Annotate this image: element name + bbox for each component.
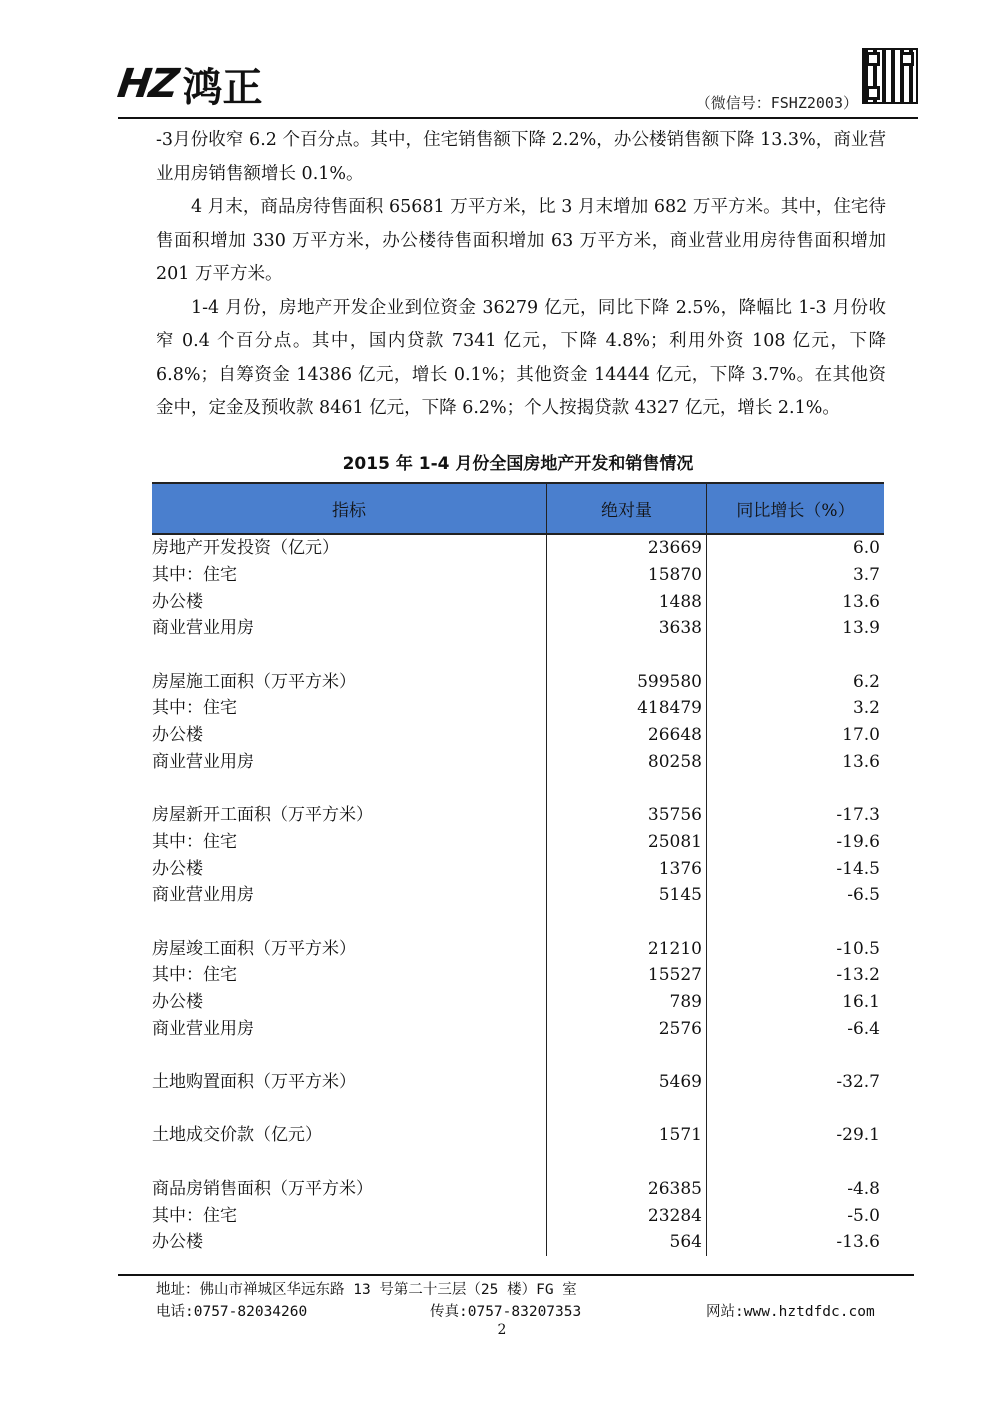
row-label [152, 1095, 547, 1122]
table-row [152, 534, 884, 562]
row-value [547, 1042, 707, 1069]
column-header-growth: 同比增长（%） [707, 483, 885, 534]
table-row [152, 1149, 884, 1176]
row-growth: 6.0 [852, 538, 880, 559]
wechat-id: （微信号：FSHZ2003） [695, 94, 858, 112]
row-label: 商业营业用房 [152, 882, 547, 909]
row-growth: 3.2 [852, 698, 880, 719]
row-label: 商品房销售面积（万平方米） [152, 1176, 547, 1203]
row-growth: 13.9 [842, 618, 880, 639]
table-row [152, 909, 884, 936]
row-label [152, 909, 547, 936]
page-header [114, 48, 918, 112]
paragraph: -3月份收窄 6.2 个百分点。其中，住宅销售额下降 2.2%，办公楼销售额下降 13.3%，商业营业用房销售额增长 0.1%。 [156, 130, 886, 184]
footer-website: 网站:www.hztdfdc.com [706, 1304, 875, 1320]
row-label [152, 642, 547, 669]
row-value [547, 775, 707, 802]
row-label: 商业营业用房 [152, 1015, 547, 1042]
row-growth: 17.0 [842, 725, 880, 746]
row-value: 5469 [547, 1069, 707, 1096]
row-value [547, 909, 707, 936]
row-growth: -6.4 [847, 1018, 880, 1039]
table-row [152, 1202, 884, 1229]
row-growth [707, 1042, 885, 1069]
row-value: 599580 [547, 668, 707, 695]
row-label: 其中：住宅 [152, 562, 547, 589]
row-growth [707, 1095, 885, 1122]
row-label: 办公楼 [152, 1229, 547, 1256]
row-value: 1376 [547, 855, 707, 882]
row-value: 25081 [547, 829, 707, 856]
row-growth: -5.0 [847, 1205, 880, 1226]
row-label: 房屋施工面积（万平方米） [152, 668, 547, 695]
table-row [152, 855, 884, 882]
qr-code-icon [862, 48, 918, 104]
row-label [152, 1149, 547, 1176]
row-value: 3638 [547, 615, 707, 642]
row-growth: 3.7 [852, 565, 880, 586]
table-row [152, 935, 884, 962]
row-value: 21210 [547, 935, 707, 962]
row-label: 房屋新开工面积（万平方米） [152, 802, 547, 829]
footer-fax: 传真:0757-83207353 [430, 1304, 582, 1320]
row-value: 564 [547, 1229, 707, 1256]
row-growth: -10.5 [836, 938, 880, 959]
row-label [152, 775, 547, 802]
row-value [547, 642, 707, 669]
footer-divider [118, 1274, 914, 1276]
row-growth: -6.5 [847, 885, 880, 906]
row-label: 其中：住宅 [152, 695, 547, 722]
table-row [152, 562, 884, 589]
row-label: 土地成交价款（亿元） [152, 1122, 547, 1149]
table-row [152, 882, 884, 909]
table-row [152, 722, 884, 749]
statistics-table [152, 482, 884, 1256]
table-title: 2015 年 1-4 月份全国房地产开发和销售情况 [342, 454, 694, 474]
row-growth: -17.3 [836, 805, 880, 826]
column-header-indicator: 指标 [152, 483, 547, 534]
row-growth [707, 909, 885, 936]
row-growth: 13.6 [842, 751, 880, 772]
row-label: 房地产开发投资（亿元） [152, 534, 547, 562]
table-row [152, 1229, 884, 1256]
table-row [152, 695, 884, 722]
row-value: 15870 [547, 562, 707, 589]
row-value: 23669 [547, 534, 707, 562]
row-growth: -4.8 [847, 1178, 880, 1199]
row-label: 商业营业用房 [152, 749, 547, 776]
logo-latin: HZ [114, 61, 180, 107]
table-row [152, 642, 884, 669]
row-growth: 13.6 [842, 591, 880, 612]
row-value: 26385 [547, 1176, 707, 1203]
table-row [152, 989, 884, 1016]
row-growth: -13.2 [836, 965, 880, 986]
row-value: 418479 [547, 695, 707, 722]
table-row [152, 749, 884, 776]
body-text [156, 124, 886, 426]
row-growth: -19.6 [836, 831, 880, 852]
row-label: 办公楼 [152, 855, 547, 882]
row-growth [707, 775, 885, 802]
table-row [152, 668, 884, 695]
row-label: 其中：住宅 [152, 962, 547, 989]
row-value: 35756 [547, 802, 707, 829]
header-divider [118, 117, 918, 119]
row-growth: 6.2 [852, 671, 880, 692]
table-row [152, 802, 884, 829]
table-row [152, 962, 884, 989]
table-header-row [152, 483, 884, 534]
table-row [152, 1095, 884, 1122]
footer-phone: 电话:0757-82034260 [156, 1304, 308, 1320]
row-value: 26648 [547, 722, 707, 749]
table-row [152, 1122, 884, 1149]
row-label: 其中：住宅 [152, 1202, 547, 1229]
table-row [152, 588, 884, 615]
row-growth: -29.1 [836, 1125, 880, 1146]
row-growth: -32.7 [836, 1072, 880, 1093]
row-growth: 16.1 [842, 992, 880, 1013]
row-value: 1571 [547, 1122, 707, 1149]
row-value [547, 1149, 707, 1176]
row-growth: -13.6 [836, 1232, 880, 1253]
row-growth [707, 642, 885, 669]
row-label: 办公楼 [152, 722, 547, 749]
table-row [152, 615, 884, 642]
footer-address: 地址：佛山市禅城区华远东路 13 号第二十三层（25 楼）FG 室 [156, 1282, 577, 1298]
row-value [547, 1095, 707, 1122]
row-growth [707, 1149, 885, 1176]
table-row [152, 1015, 884, 1042]
row-value: 789 [547, 989, 707, 1016]
row-value: 80258 [547, 749, 707, 776]
paragraph: 1-4 月份，房地产开发企业到位资金 36279 亿元，同比下降 2.5%，降幅比 1-3 月份收窄 0.4 个百分点。其中，国内贷款 7341 亿元，下降 4.8%；利用外资 108 亿元，下降 6.8%；自筹资金 14386 亿元，增长 0.1%；其他资金 14444 亿元，下降 3.7%。在其他资金中，定金及预收款 8461 亿元，下降 6.2%；个人按揭贷款 4327 亿元，增长 2.1%。 [156, 297, 886, 418]
table-row [152, 1042, 884, 1069]
table-row [152, 1176, 884, 1203]
row-growth: -14.5 [836, 858, 880, 879]
row-label: 其中：住宅 [152, 829, 547, 856]
table-row [152, 829, 884, 856]
row-label: 房屋竣工面积（万平方米） [152, 935, 547, 962]
page-number: 2 [497, 1322, 507, 1338]
table-row [152, 1069, 884, 1096]
paragraph: 4 月末，商品房待售面积 65681 万平方米，比 3 月末增加 682 万平方米。其中，住宅待售面积增加 330 万平方米，办公楼待售面积增加 63 万平方米，商业营业用房待售面积增加 201 万平方米。 [156, 197, 886, 284]
row-label: 办公楼 [152, 588, 547, 615]
row-value: 5145 [547, 882, 707, 909]
row-label [152, 1042, 547, 1069]
row-value: 15527 [547, 962, 707, 989]
company-logo [114, 58, 263, 111]
row-value: 2576 [547, 1015, 707, 1042]
row-value: 1488 [547, 588, 707, 615]
row-label: 办公楼 [152, 989, 547, 1016]
row-label: 土地购置面积（万平方米） [152, 1069, 547, 1096]
row-label: 商业营业用房 [152, 615, 547, 642]
table-row [152, 775, 884, 802]
column-header-absolute: 绝对量 [547, 483, 707, 534]
logo-chinese: 鸿正 [182, 64, 263, 111]
row-value: 23284 [547, 1202, 707, 1229]
